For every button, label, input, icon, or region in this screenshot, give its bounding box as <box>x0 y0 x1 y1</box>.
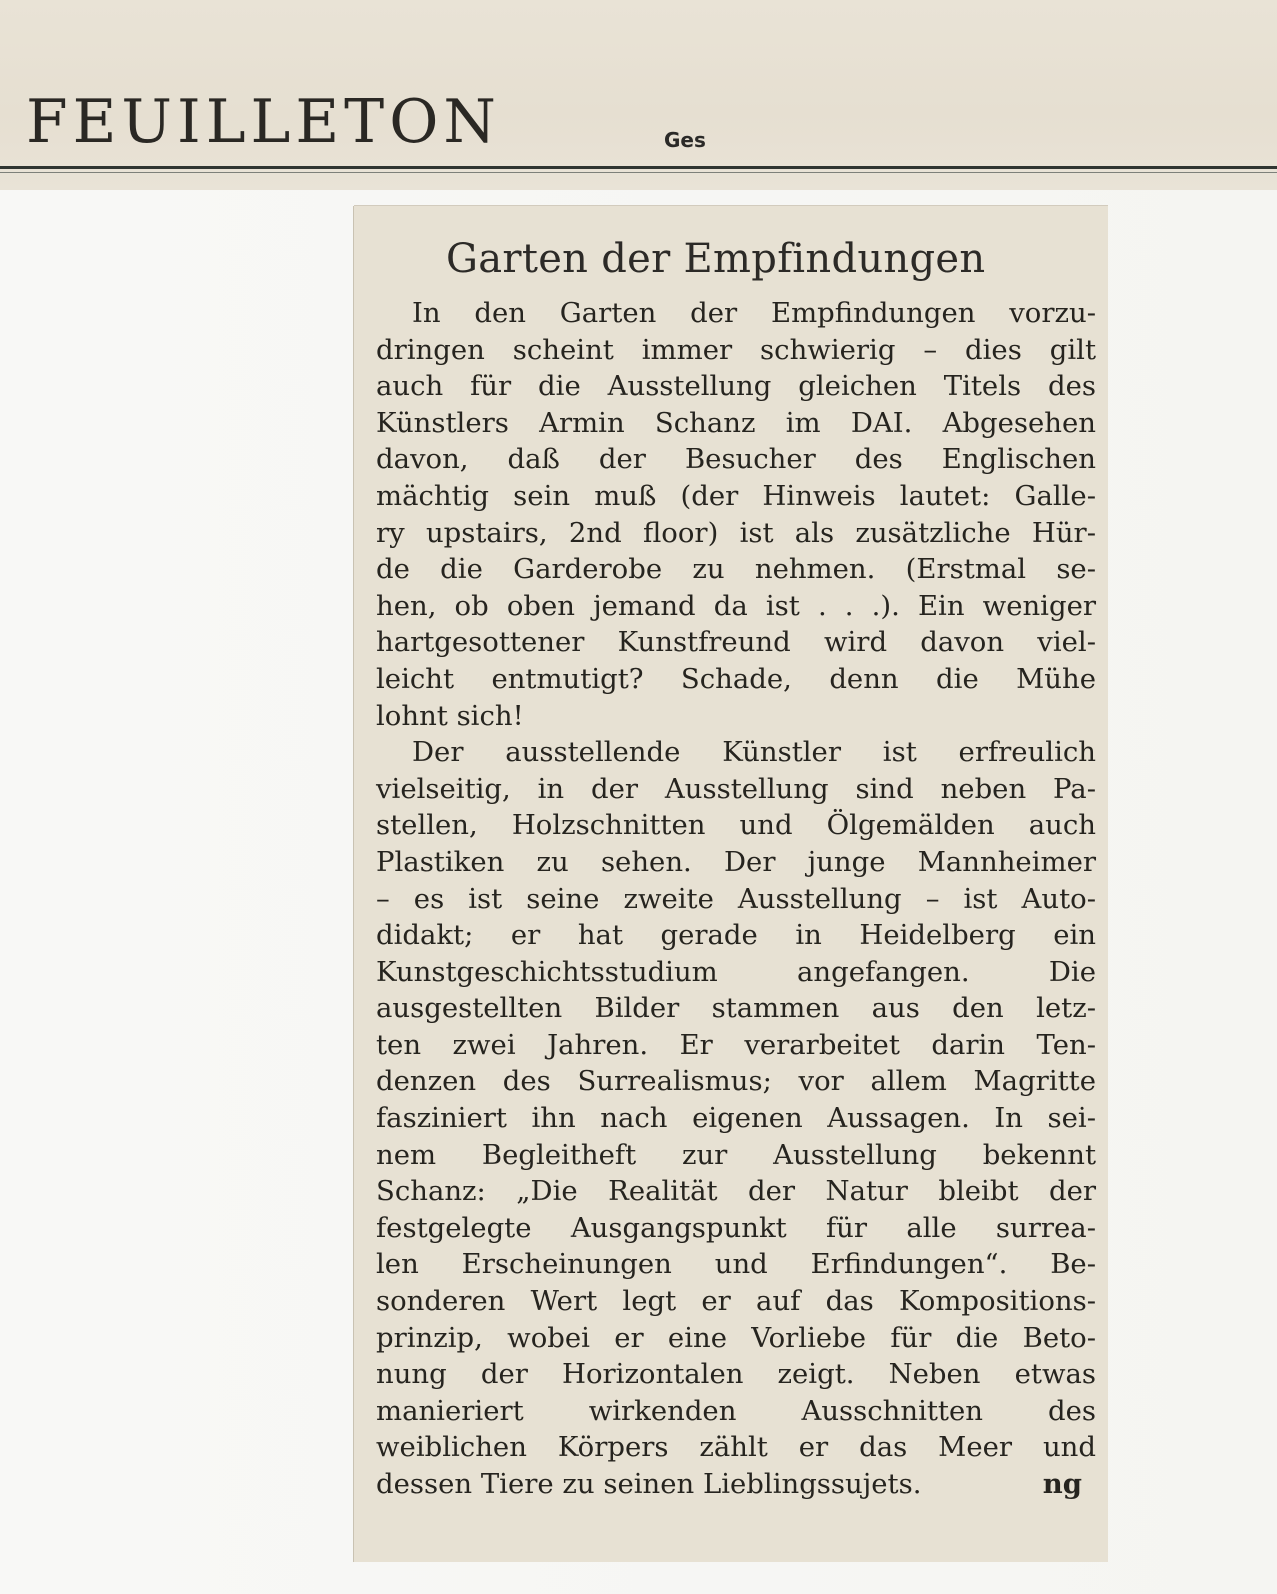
text-line: nem Begleitheft zur Ausstellung bekennt <box>376 1138 1096 1171</box>
text-line: dessen Tiere zu seinen Lieblingssujets. <box>376 1468 922 1500</box>
text-line: davon, daß der Besucher des Englischen <box>376 443 1096 476</box>
text-line: denzen des Surrealismus; vor allem Magritte <box>376 1065 1096 1098</box>
text-line: mächtig sein muß (der Hinweis lautet: Galle- <box>376 479 1096 512</box>
article-title: Garten der Empfindungen <box>446 236 986 282</box>
text-line: hen, ob oben jemand da ist . . .). Ein weniger <box>376 589 1096 622</box>
text-line: Der ausstellende Künstler ist erfreulich <box>412 736 1096 769</box>
text-line: hartgesottener Kunstfreund wird davon viel- <box>376 626 1096 659</box>
text-line: ry upstairs, 2nd floor) ist als zusätzliche Hür- <box>376 516 1096 549</box>
text-line: manieriert wirkenden Ausschnitten des <box>376 1394 1096 1427</box>
text-line: prinzip, wobei er eine Vorliebe für die Beto- <box>376 1321 1096 1354</box>
header-rule-thin <box>0 172 1277 173</box>
section-mark: Ges <box>664 128 706 152</box>
text-line: de die Garderobe zu nehmen. (Erstmal se- <box>376 553 1096 586</box>
text-line: Plastiken zu sehen. Der junge Mannheimer <box>376 845 1096 878</box>
header-rule <box>0 166 1277 169</box>
author-initials: ng <box>1042 1468 1082 1500</box>
text-line: fasziniert ihn nach eigenen Aussagen. In sei- <box>376 1102 1096 1135</box>
text-line: – es ist seine zweite Ausstellung – ist Auto- <box>376 882 1096 915</box>
text-line: Kunstgeschichtsstudium angefangen. Die <box>376 955 1096 988</box>
text-line: len Erscheinungen und Erfindungen“. Be- <box>376 1248 1096 1281</box>
text-line: sonderen Wert legt er auf das Kompositions- <box>376 1285 1096 1318</box>
text-line: festgelegte Ausgangspunkt für alle surrea- <box>376 1211 1096 1244</box>
text-line: auch für die Ausstellung gleichen Titels des <box>376 370 1096 403</box>
text-line: weiblichen Körpers zählt er das Meer und <box>376 1431 1096 1464</box>
text-line: In den Garten der Empfindungen vorzu- <box>412 297 1096 329</box>
text-line: ausgestellten Bilder stammen aus den letz- <box>376 992 1096 1025</box>
final-line <box>376 1466 1096 1503</box>
article-body <box>376 295 1096 1503</box>
text-line: Schanz: „Die Realität der Natur bleibt der <box>376 1175 1096 1208</box>
section-title: FEUILLETON <box>26 87 501 157</box>
text-line: nung der Horizontalen zeigt. Neben etwas <box>376 1358 1096 1391</box>
text-line: stellen, Holzschnitten und Ölgemälden auch <box>376 809 1096 842</box>
text-line: Künstlers Armin Schanz im DAI. Abgesehen <box>376 406 1096 439</box>
text-line: didakt; er hat gerade in Heidelberg ein <box>376 919 1096 952</box>
text-line: lohnt sich! <box>376 699 524 732</box>
text-line: leicht entmutigt? Schade, denn die Mühe <box>376 662 1096 695</box>
text-line: ten zwei Jahren. Er verarbeitet darin Ten- <box>376 1028 1096 1061</box>
text-line: dringen scheint immer schwierig – dies gilt <box>376 333 1096 366</box>
text-line: vielseitig, in der Ausstellung sind neben Pa- <box>376 772 1096 805</box>
